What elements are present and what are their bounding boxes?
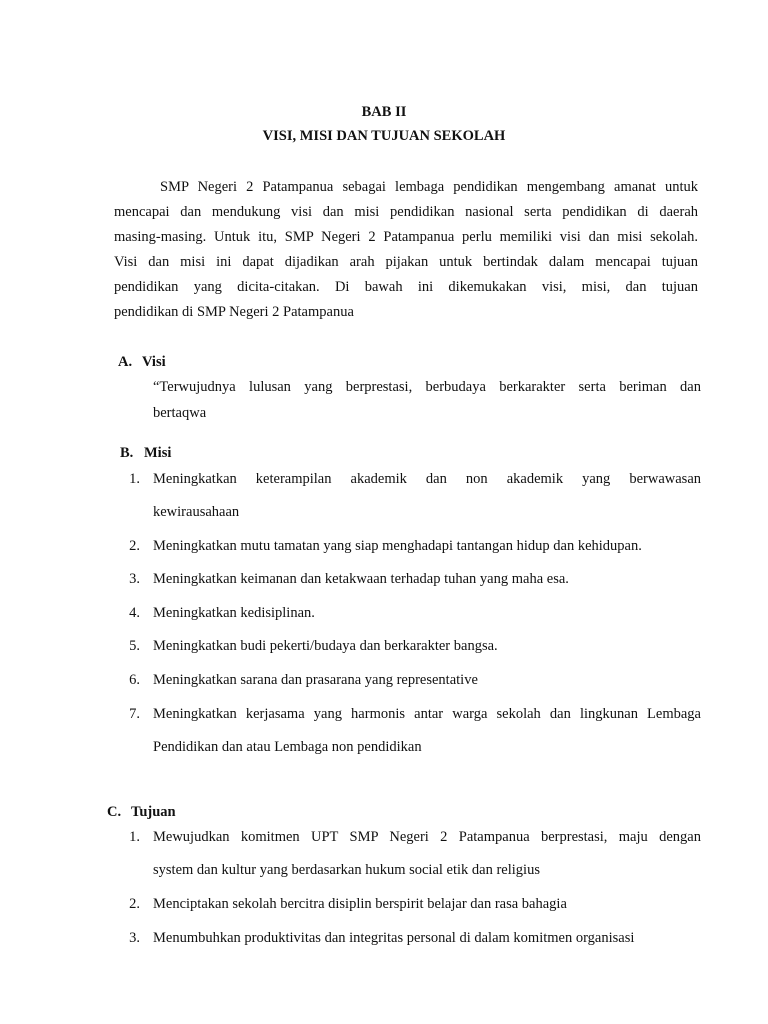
- list-item: Mewujudkan komitmen UPT SMP Negeri 2 Patampanua berprestasi, maju dengan: [153, 829, 701, 845]
- list-number: 1.: [129, 471, 140, 487]
- chapter-title: VISI, MISI DAN TUJUAN SEKOLAH: [262, 128, 506, 144]
- intro-line: masing-masing. Untuk itu, SMP Negeri 2 Patampanua perlu memiliki visi dan misi sekolah.: [114, 229, 698, 245]
- list-number: 6.: [129, 672, 140, 688]
- intro-line: pendidikan yang dicita-citakan. Di bawah ini dikemukakan visi, misi, dan tujuan: [114, 279, 698, 295]
- list-number: 4.: [129, 605, 140, 621]
- intro-line: pendidikan di SMP Negeri 2 Patampanua: [114, 304, 354, 320]
- list-number: 3.: [129, 930, 140, 946]
- visi-line: bertaqwa: [153, 405, 207, 421]
- section-letter: B.: [120, 445, 134, 461]
- list-number: 2.: [129, 896, 140, 912]
- list-item: Meningkatkan keterampilan akademik dan non akademik yang berwawasan: [153, 471, 701, 487]
- section-title: Visi: [142, 354, 166, 370]
- section-tujuan-heading: [107, 803, 176, 821]
- chapter-heading: BAB II: [361, 104, 407, 120]
- section-misi-heading: [120, 444, 171, 462]
- list-number: 7.: [129, 706, 140, 722]
- list-item: Meningkatkan keimanan dan ketakwaan terhadap tuhan yang maha esa.: [153, 571, 569, 587]
- section-title: Tujuan: [131, 804, 176, 820]
- section-letter: A.: [118, 354, 133, 370]
- list-number: 3.: [129, 571, 140, 587]
- list-item: Meningkatkan mutu tamatan yang siap menghadapi tantangan hidup dan kehidupan.: [153, 538, 642, 554]
- list-item: Meningkatkan kerjasama yang harmonis antar warga sekolah dan lingkunan Lembaga: [153, 706, 701, 722]
- list-item: Pendidikan dan atau Lembaga non pendidikan: [153, 739, 422, 755]
- list-item: Meningkatkan sarana dan prasarana yang representative: [153, 672, 478, 688]
- list-number: 5.: [129, 638, 140, 654]
- list-item: Menumbuhkan produktivitas dan integritas personal di dalam komitmen organisasi: [153, 930, 635, 946]
- list-item: Menciptakan sekolah bercitra disiplin berspirit belajar dan rasa bahagia: [153, 896, 567, 912]
- intro-line: SMP Negeri 2 Patampanua sebagai lembaga pendidikan mengembang amanat untuk: [160, 179, 698, 195]
- intro-line: mencapai dan mendukung visi dan misi pendidikan nasional serta pendidikan di daerah: [114, 204, 698, 220]
- list-item: Meningkatkan kedisiplinan.: [153, 605, 315, 621]
- list-item: system dan kultur yang berdasarkan hukum social etik dan religius: [153, 862, 540, 878]
- intro-line: Visi dan misi ini dapat dijadikan arah pijakan untuk bertindak dalam mencapai tujuan: [114, 254, 698, 270]
- visi-line: “Terwujudnya lulusan yang berprestasi, berbudaya berkarakter serta beriman dan: [153, 379, 701, 395]
- section-letter: C.: [107, 804, 122, 820]
- section-visi-heading: [118, 353, 166, 371]
- section-title: Misi: [144, 445, 172, 461]
- list-item: Meningkatkan budi pekerti/budaya dan berkarakter bangsa.: [153, 638, 498, 654]
- list-number: 2.: [129, 538, 140, 554]
- list-number: 1.: [129, 829, 140, 845]
- list-item: kewirausahaan: [153, 504, 240, 520]
